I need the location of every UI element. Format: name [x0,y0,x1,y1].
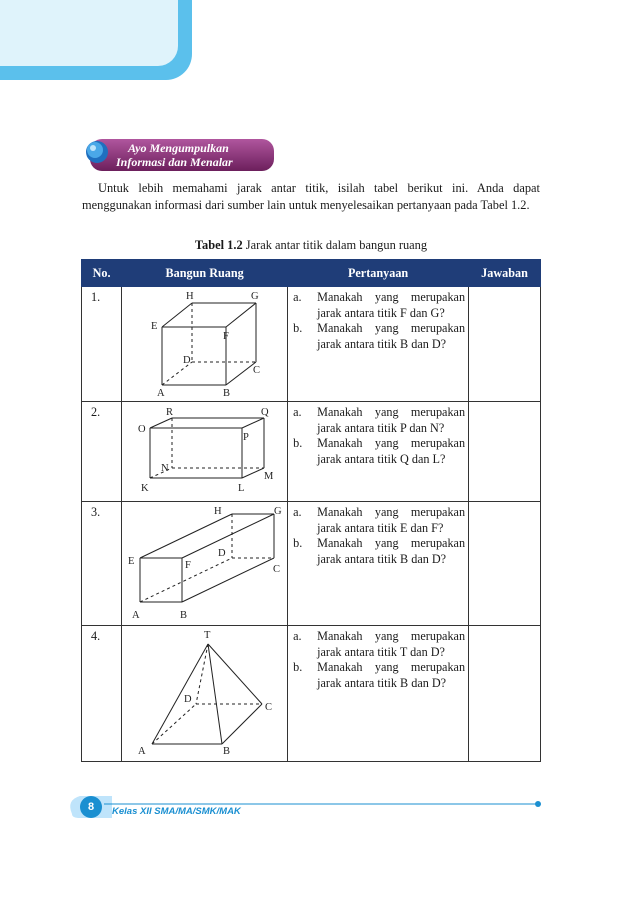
vertex-label: Q [261,407,269,418]
question-b: b. Manakah yang merupakan jarak antara titik B dan D? [293,536,466,566]
shape-cell [122,402,288,502]
question-b: b. Manakah yang merupakan jarak antara titik Q dan L? [293,436,466,466]
vertex-label: G [251,291,259,302]
vertex-label: D [183,355,191,366]
corner-tab-inner [0,0,178,66]
distance-table [81,259,541,762]
vertex-label: B [180,610,188,621]
vertex-label: K [141,483,149,494]
vertex-label: C [265,702,273,713]
answer-cell[interactable] [469,402,541,502]
table-row [82,287,541,402]
vertex-label: T [204,630,211,641]
header-no: No. [82,260,122,287]
answer-cell[interactable] [469,502,541,626]
vertex-label: E [128,556,135,567]
vertex-label: F [223,331,229,342]
vertex-label: P [243,432,249,443]
footer-text: Kelas XII SMA/MA/SMK/MAK [112,806,241,817]
table-caption [82,238,540,253]
vertex-label: M [264,471,274,482]
vertex-label: A [138,746,146,757]
prism-figure [122,502,287,624]
question-cell [288,626,469,762]
cube-figure [122,287,287,400]
vertex-label: A [132,610,140,621]
shape-cell [122,502,288,626]
banner-line2: Informasi dan Menalar [116,155,233,169]
vertex-label: L [238,483,245,494]
vertex-label: F [185,560,191,571]
shape-cell [122,287,288,402]
vertex-label: G [274,506,282,517]
vertex-label: B [223,388,231,399]
cuboid-figure [122,402,287,500]
row-number: 1. [82,287,122,402]
vertex-label: O [138,424,146,435]
vertex-label: D [218,548,226,559]
question-cell [288,502,469,626]
vertex-label: B [223,746,231,757]
question-b: b. Manakah yang merupakan jarak antara titik B dan D? [293,660,466,690]
table-row [82,626,541,762]
row-number: 3. [82,502,122,626]
vertex-label: H [214,506,222,517]
header-jawaban: Jawaban [469,260,541,287]
row-number: 4. [82,626,122,762]
question-b: b. Manakah yang merupakan jarak antara titik B dan D? [293,321,466,351]
vertex-label: H [186,291,194,302]
shape-cell [122,626,288,762]
question-cell [288,402,469,502]
question-a: a. Manakah yang merupakan jarak antara titik E dan F? [293,505,466,535]
page-number: 8 [87,801,95,813]
answer-cell[interactable] [469,626,541,762]
question-a: a. Manakah yang merupakan jarak antara titik F dan G? [293,290,466,320]
header-pertanyaan: Pertanyaan [288,260,469,287]
table-row [82,502,541,626]
caption-label: Tabel 1.2 [194,238,243,252]
row-number: 2. [82,402,122,502]
question-a: a. Manakah yang merupakan jarak antara titik T dan D? [293,629,466,659]
banner-line1: Ayo Mengumpulkan [128,141,229,155]
intro-text: Untuk lebih memahami jarak antar titik, isilah tabel berikut ini. Anda dapat menggunakan informasi dari sumber lain untuk menyelesaikan pertanyaan pada Tabel 1.2. [82,181,540,213]
caption-text: Jarak antar titik dalam bangun ruang [242,238,428,252]
table-row [82,402,541,502]
vertex-label: N [161,463,169,474]
vertex-label: E [151,321,158,332]
vertex-label: C [253,365,261,376]
section-banner [84,137,276,173]
vertex-label: A [157,388,165,399]
question-cell [288,287,469,402]
answer-cell[interactable] [469,287,541,402]
header-bangun-ruang: Bangun Ruang [122,260,288,287]
intro-paragraph [82,180,540,215]
pyramid-figure [122,626,287,760]
question-a: a. Manakah yang merupakan jarak antara titik P dan N? [293,405,466,435]
vertex-label: C [273,564,281,575]
vertex-label: D [184,694,192,705]
corner-tab-decoration [0,0,192,80]
vertex-label: R [166,407,174,418]
